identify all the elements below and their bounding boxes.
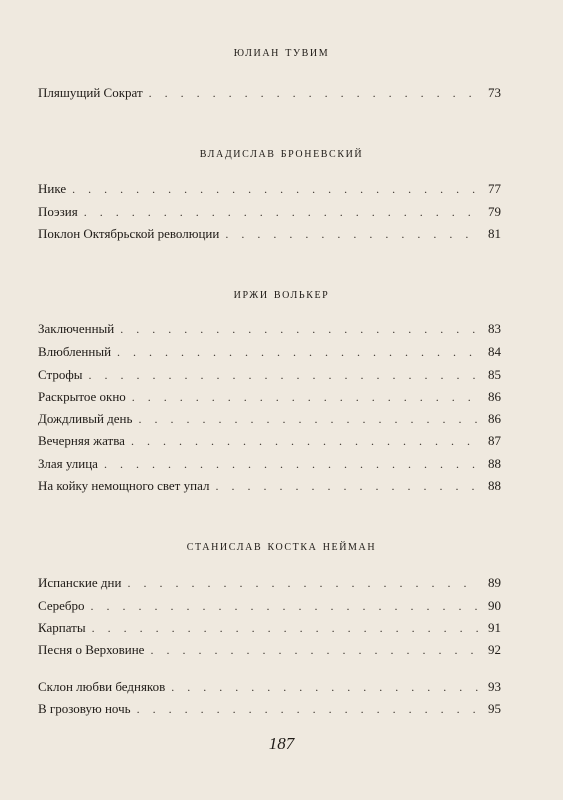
leader-dots — [120, 320, 479, 338]
toc-entry — [38, 225, 501, 243]
entry-page: 87 — [488, 433, 501, 448]
leader-dots — [137, 700, 479, 718]
toc-entry — [38, 574, 501, 592]
leader-dots — [84, 203, 479, 221]
toc-entry — [38, 203, 501, 221]
entry-page: 92 — [488, 642, 501, 657]
toc-entry — [38, 432, 501, 450]
entry-title: Песня о Верховине — [38, 642, 145, 657]
leader-dots — [150, 641, 479, 659]
entry-page: 91 — [488, 620, 501, 635]
leader-dots — [131, 432, 479, 450]
entry-title: Вечерняя жатва — [38, 433, 125, 448]
entry-title: Строфы — [38, 367, 83, 382]
leader-dots — [127, 574, 479, 592]
leader-dots — [72, 180, 479, 198]
entry-page: 83 — [488, 321, 501, 336]
entry-title: Раскрытое окно — [38, 389, 126, 404]
leader-dots — [92, 619, 479, 637]
entry-title: Дождливый день — [38, 411, 133, 426]
entry-page: 84 — [488, 344, 501, 359]
leader-dots — [132, 388, 479, 406]
toc-entry — [38, 455, 501, 473]
section-heading-wolker: иржи волькер — [233, 286, 330, 302]
leader-dots — [171, 678, 479, 696]
entry-page: 93 — [488, 679, 501, 694]
entry-title: Склон любви бедняков — [38, 679, 166, 694]
toc-entry — [38, 477, 501, 495]
toc-entry — [38, 366, 501, 384]
entry-page: 86 — [488, 411, 501, 426]
toc-entry — [38, 678, 501, 696]
entry-title: В грозовую ночь — [38, 701, 131, 716]
entry-page: 81 — [488, 226, 501, 241]
leader-dots — [90, 597, 479, 615]
leader-dots — [225, 225, 479, 243]
entry-page: 88 — [488, 478, 501, 493]
toc-entry — [38, 343, 501, 361]
toc-entry — [38, 388, 501, 406]
entry-page: 85 — [488, 367, 501, 382]
entry-title: Заключенный — [38, 321, 115, 336]
section-heading-broniewski: владислав броневский — [199, 145, 364, 161]
page-number: 187 — [268, 734, 295, 753]
entry-page: 86 — [488, 389, 501, 404]
section-heading-neumann: станислав костка нейман — [186, 538, 377, 554]
entry-page: 77 — [488, 181, 501, 196]
toc-entry — [38, 597, 501, 615]
leader-dots — [89, 366, 480, 384]
entry-title: Серебро — [38, 598, 85, 613]
toc-entry — [38, 619, 501, 637]
entry-title: Карпаты — [38, 620, 86, 635]
entry-page: 95 — [488, 701, 501, 716]
entry-page: 90 — [488, 598, 501, 613]
entry-title: Злая улица — [38, 456, 98, 471]
entry-page: 88 — [488, 456, 501, 471]
section-heading-tuwim: юлиан тувим — [233, 44, 330, 60]
entry-page: 73 — [488, 85, 501, 100]
entry-title: На койку немощного свет упал — [38, 478, 210, 493]
toc-entry — [38, 641, 501, 659]
entry-title: Влюбленный — [38, 344, 112, 359]
toc-entry — [38, 84, 501, 102]
toc-entry — [38, 320, 501, 338]
entry-title: Пляшущий Сократ — [38, 85, 143, 100]
leader-dots — [149, 84, 479, 102]
leader-dots — [104, 455, 479, 473]
leader-dots — [138, 410, 479, 428]
entry-title: Поклон Октябрьской революции — [38, 226, 220, 241]
toc-entry — [38, 180, 501, 198]
entry-page: 89 — [488, 575, 501, 590]
entry-title: Испанские дни — [38, 575, 122, 590]
entry-page: 79 — [488, 204, 501, 219]
toc-entry — [38, 410, 501, 428]
entry-title: Нике — [38, 181, 67, 196]
entry-title: Поэзия — [38, 204, 78, 219]
toc-entry — [38, 700, 501, 718]
leader-dots — [215, 477, 479, 495]
leader-dots — [117, 343, 479, 361]
